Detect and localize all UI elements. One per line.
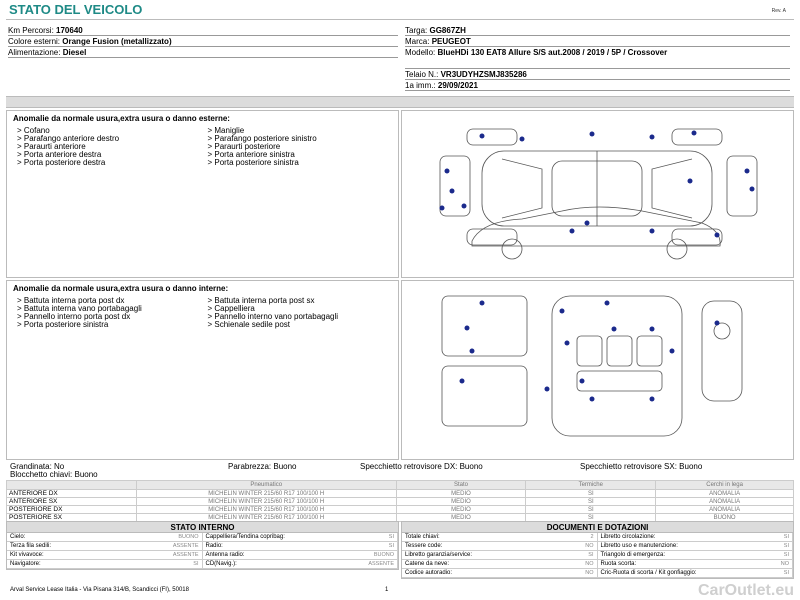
damage-item: > Porta posteriore destra bbox=[17, 158, 106, 167]
external-damage-title: Anomalie da normale usura,extra usura o danno esterne: bbox=[13, 114, 230, 123]
damage-item: > Maniglie bbox=[207, 126, 245, 135]
info-row: Alimentazione: Diesel bbox=[8, 47, 398, 58]
documenti-title: DOCUMENTI E DOTAZIONI bbox=[402, 522, 793, 533]
info-cell: Catene da neve: NO bbox=[402, 560, 598, 569]
table-row: POSTERIORE DX MICHELIN WINTER 215/60 R17 100/100 H MEDIO SI ANOMALIA bbox=[7, 506, 794, 514]
car-interior-svg bbox=[402, 281, 793, 459]
table-row: ANTERIORE DX MICHELIN WINTER 215/60 R17 100/100 H MEDIO SI ANOMALIA bbox=[7, 490, 794, 498]
blocchetto-text: Blocchetto chiavi: Buono bbox=[10, 470, 98, 479]
table-row: POSTERIORE SX MICHELIN WINTER 215/60 R17 100/100 H MEDIO SI BUONO bbox=[7, 514, 794, 522]
info-cell: Ruota scorta: NO bbox=[598, 560, 794, 569]
info-cell: Codice autoradio: NO bbox=[402, 569, 598, 578]
car-exterior-svg bbox=[402, 111, 793, 277]
section-band bbox=[6, 96, 794, 108]
info-row: Colore esterni: Orange Fusion (metallizzato) bbox=[8, 36, 398, 47]
table-header: Termiche bbox=[526, 481, 656, 490]
internal-damage-panel bbox=[6, 280, 399, 460]
info-row: Modello: BlueHDi 130 EAT8 Allure S/S aut.2008 / 2019 / 5P / Crossover bbox=[405, 47, 790, 69]
vehicle-info-right bbox=[405, 25, 790, 91]
damage-item: > Paraurti anteriore bbox=[17, 142, 86, 151]
table-header bbox=[7, 481, 137, 490]
info-cell: Radio: SI bbox=[203, 542, 399, 551]
parabrezza-text: Parabrezza: Buono bbox=[228, 462, 297, 471]
info-cell: Tessere code: NO bbox=[402, 542, 598, 551]
specchio-dx-text: Specchietto retrovisore DX: Buono bbox=[360, 462, 483, 471]
info-cell: Cric-Ruota di scorta / Kit gonfiaggio: SI bbox=[598, 569, 794, 578]
info-cell: Kit vivavoce: ASSENTE bbox=[7, 551, 203, 560]
vehicle-info-left bbox=[8, 25, 398, 58]
info-row: Marca: PEUGEOT bbox=[405, 36, 790, 47]
footer-company: Arval Service Lease Italia - Via Pisana 314/B, Scandicci (FI), 50018 bbox=[10, 587, 189, 593]
divider bbox=[6, 19, 794, 20]
damage-item: > Battuta interna porta post sx bbox=[207, 296, 315, 305]
info-row: Targa: GG867ZH bbox=[405, 25, 790, 36]
info-cell: Libretto circolazione: SI bbox=[598, 533, 794, 542]
external-car-diagram bbox=[401, 110, 794, 278]
info-row: Telaio N.: VR3UDYHZSMJ835286 bbox=[405, 69, 790, 80]
damage-item: > Parafango anteriore destro bbox=[17, 134, 120, 143]
info-cell: Triangolo di emergenza: SI bbox=[598, 551, 794, 560]
info-cell: Terza fila sedili: ASSENTE bbox=[7, 542, 203, 551]
damage-item: > Cappelliera bbox=[207, 304, 255, 313]
external-damage-panel bbox=[6, 110, 399, 278]
page-number: 1 bbox=[385, 587, 389, 593]
documenti-box bbox=[401, 521, 794, 579]
info-cell: Cielo: BUONO bbox=[7, 533, 203, 542]
info-row: Km Percorsi: 170640 bbox=[8, 25, 398, 36]
damage-item: > Porta posteriore sinistra bbox=[207, 158, 299, 167]
table-header: Stato bbox=[396, 481, 526, 490]
damage-item: > Porta anteriore sinistra bbox=[207, 150, 295, 159]
internal-damage-title: Anomalie da normale usura,extra usura o danno interne: bbox=[13, 284, 229, 293]
watermark-logo: CarOutlet.eu bbox=[697, 582, 794, 599]
specchio-sx-text: Specchietto retrovisore SX: Buono bbox=[580, 462, 703, 471]
info-cell: Libretto uso e manutenzione: SI bbox=[598, 542, 794, 551]
info-cell: Antenna radio: BUONO bbox=[203, 551, 399, 560]
stato-interno-box bbox=[6, 521, 399, 570]
damage-item: > Battuta interna porta post dx bbox=[17, 296, 125, 305]
info-cell: CD(Navig.): ASSENTE bbox=[203, 560, 399, 569]
info-cell: Navigatore: SI bbox=[7, 560, 203, 569]
revision-label: Rev. A bbox=[771, 8, 786, 14]
damage-item: > Porta anteriore destra bbox=[17, 150, 102, 159]
page-title: STATO DEL VEICOLO bbox=[9, 2, 143, 17]
damage-item: > Porta posteriore sinistra bbox=[17, 320, 109, 329]
damage-item: > Battuta interna vano portabagagli bbox=[17, 304, 142, 313]
table-header: Pneumatico bbox=[136, 481, 396, 490]
damage-item: > Pannello interno porta post dx bbox=[17, 312, 131, 321]
stato-interno-title: STATO INTERNO bbox=[7, 522, 398, 533]
table-row: ANTERIORE SX MICHELIN WINTER 215/60 R17 100/100 H MEDIO SI ANOMALIA bbox=[7, 498, 794, 506]
grandinata-text: Grandinata: No bbox=[10, 462, 65, 471]
damage-item: > Pannello interno vano portabagagli bbox=[207, 312, 339, 321]
info-row: 1a imm.: 29/09/2021 bbox=[405, 80, 790, 91]
damage-item: > Parafango posteriore sinistro bbox=[207, 134, 317, 143]
damage-item: > Paraurti posteriore bbox=[207, 142, 281, 151]
damage-item: > Cofano bbox=[17, 126, 50, 135]
info-cell: Libretto garanzia/service: SI bbox=[402, 551, 598, 560]
tyres-table bbox=[6, 480, 794, 522]
info-cell: Cappelliera/Tendina copribag: SI bbox=[203, 533, 399, 542]
internal-car-diagram bbox=[401, 280, 794, 460]
damage-item: > Schienale sedile post bbox=[207, 320, 290, 329]
info-cell: Totale chiavi: 2 bbox=[402, 533, 598, 542]
table-header: Cerchi in lega bbox=[656, 481, 794, 490]
